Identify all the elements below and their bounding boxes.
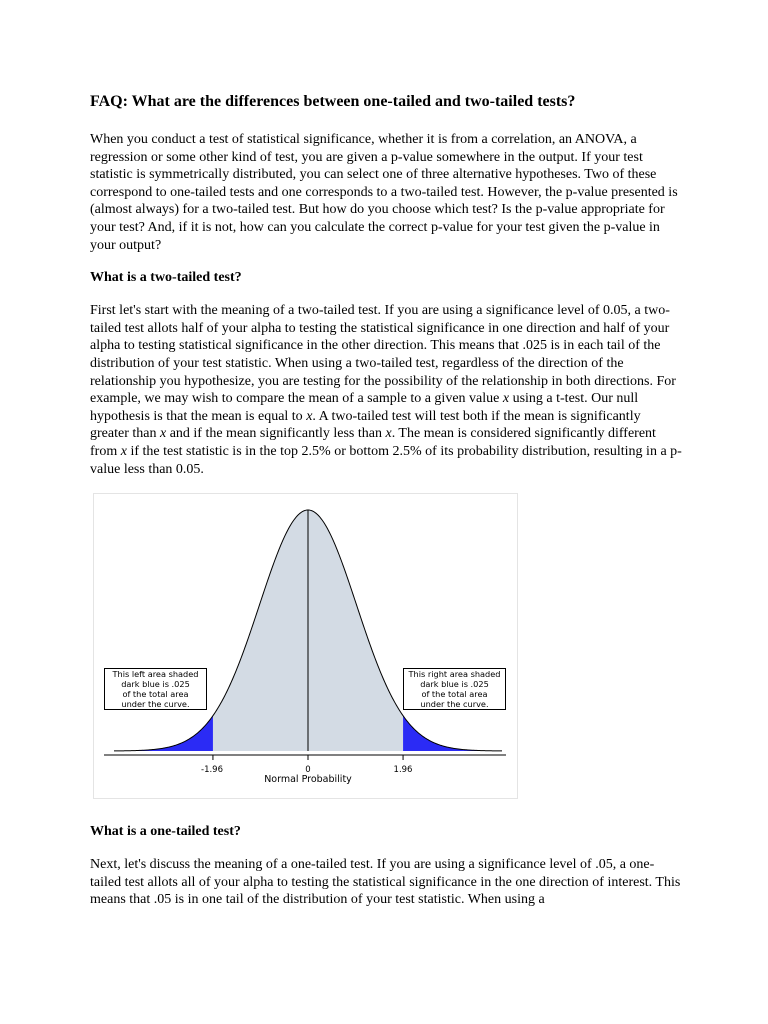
two-tailed-text-b: using a t-test. Our null hypothesis is that the mean is equal to [90,391,639,424]
right-annotation-line: of the total area [421,689,488,700]
right-annotation-box [403,668,506,710]
normal-distribution-figure [93,493,518,799]
var-x: x [502,391,510,407]
var-x: x [159,426,167,442]
left-annotation-line: dark blue is .025 [121,679,190,690]
two-tailed-text-d: and if the mean significantly less than [166,426,386,442]
right-annotation-line: This right area shaded [408,669,501,680]
page-title: FAQ: What are the differences between one-tailed and two-tailed tests? [90,93,576,110]
two-tailed-paragraph [90,302,682,478]
left-annotation-line: This left area shaded [112,669,199,680]
tick-label-neg-1-96: -1.96 [201,765,223,776]
tick-label-1-96: 1.96 [393,765,413,776]
two-tailed-text-e: . The mean is considered significantly different from [90,426,656,459]
var-x: x [120,443,127,459]
one-tailed-heading: What is a one-tailed test? [90,824,241,840]
two-tailed-text-c: . A two-tailed test will test both if the mean is significantly greater than [90,408,641,442]
two-tailed-text-f: if the test statistic is in the top 2.5% or bottom 2.5% of its probability distribution, resulting in a p-value less than 0.05. [90,443,682,477]
tick-label-0: 0 [305,765,311,776]
x-axis-label: Normal Probability [264,774,352,786]
right-annotation-line: dark blue is .025 [420,679,489,690]
left-tail-area [114,716,213,751]
document-page [90,92,682,909]
left-annotation-line: of the total area [122,689,189,700]
one-tailed-paragraph: Next, let's discuss the meaning of a one-tailed test. If you are using a significance level of .05, a one-tailed test allots all of your alpha to testing the statistical significance in the one direction of interest. This means that .05 is in one tail of the distribution of your test statistic. When using a [90,857,681,908]
two-tailed-heading: What is a two-tailed test? [90,270,242,286]
right-tail-area [403,716,502,751]
two-tailed-text-a: First let's start with the meaning of a two-tailed test. If you are using a significance level of 0.05, a two-tailed test allots half of your alpha to testing the statistical significance in one direction and half of your alpha to testing statistical significance in the other direction. This means that .025 is in each tail of the distribution of your test statistic. When using a two-tailed test, regardless of the direction of the relationship you hypothesize, you are testing for the possibility of the relationship in both directions. For example, we may wish to compare the mean of a sample to a given value [90,303,676,407]
intro-paragraph: When you conduct a test of statistical significance, whether it is from a correlation, an ANOVA, a regression or some other kind of test, you are given a p-value somewhere in the output. If your test statistic is symmetrically distributed, you can select one of three alternative hypotheses. Two of these correspond to one-tailed tests and one corresponds to a two-tailed test. However, the p-value presented is (almost always) for a two-tailed test. But how do you choose which test? Is the p-value appropriate for your test? And, if it is not, how can you calculate the correct p-value for your test given the p-value in your output? [90,132,678,253]
right-annotation-line: under the curve. [420,699,489,710]
normal-curve-chart [94,494,519,800]
x-axis-ticks [213,755,403,760]
left-annotation-box [104,668,207,710]
var-x: x [306,408,313,424]
left-annotation-line: under the curve. [121,699,190,710]
var-x: x [385,426,392,442]
